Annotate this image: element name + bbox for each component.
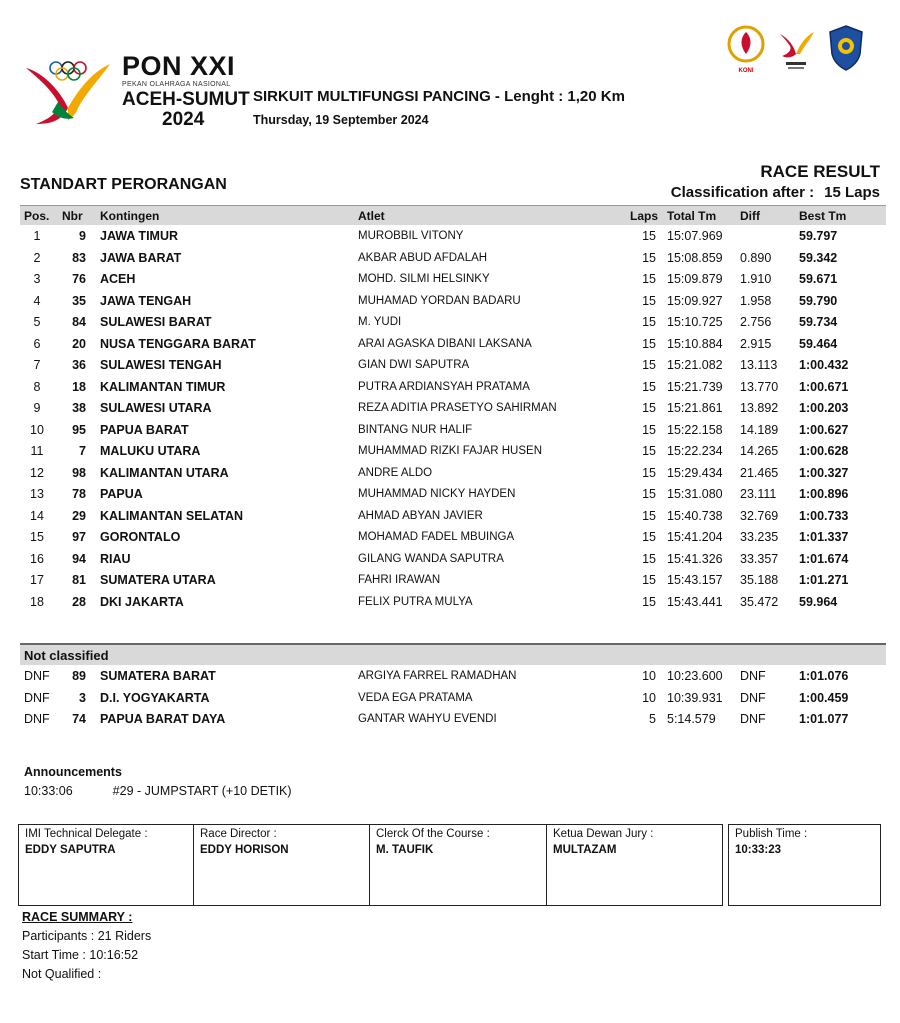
row-atlet: MOHD. SILMI HELSINKY — [358, 273, 490, 285]
row-laps: 15 — [642, 315, 656, 329]
row-total-time: 15:40.738 — [667, 508, 723, 523]
row-diff: 35.188 — [740, 573, 779, 587]
table-row — [20, 355, 886, 376]
sig-technical-delegate — [18, 824, 194, 906]
row-laps: 15 — [642, 530, 656, 544]
row-total-time: 15:10.884 — [667, 336, 723, 351]
row-laps: 15 — [642, 422, 656, 437]
row-diff: 0.890 — [740, 250, 772, 265]
summary-participants: Participants : 21 Riders — [22, 929, 152, 943]
event-info — [253, 88, 625, 127]
row-kontingen: MALUKU UTARA — [100, 444, 201, 458]
row-atlet: ANDRE ALDO — [358, 466, 433, 479]
row-best-time: 1:00.327 — [799, 465, 849, 480]
row-diff: DNF — [740, 712, 766, 726]
announcements — [24, 765, 292, 798]
row-diff: DNF — [740, 690, 766, 705]
row-diff: 23.111 — [740, 487, 777, 501]
row-nbr: 9 — [79, 229, 86, 243]
row-diff: 35.472 — [740, 594, 779, 609]
table-row — [20, 248, 886, 269]
row-nbr: 35 — [72, 293, 86, 308]
table-row — [20, 463, 886, 484]
row-nbr: 95 — [72, 422, 86, 437]
col-pos: Pos. — [24, 209, 50, 223]
row-total-time: 15:09.927 — [667, 293, 723, 308]
row-nbr: 74 — [72, 712, 86, 726]
row-diff: 2.756 — [740, 315, 772, 329]
row-kontingen: KALIMANTAN SELATAN — [100, 508, 244, 523]
row-nbr: 20 — [72, 336, 86, 351]
event-date: Thursday, 19 September 2024 — [253, 113, 429, 127]
row-best-time: 1:00.733 — [799, 508, 849, 523]
row-best-time: 59.464 — [799, 336, 838, 351]
row-pos: 14 — [30, 508, 44, 523]
row-laps: 5 — [649, 712, 656, 726]
row-best-time: 59.671 — [799, 272, 838, 286]
row-pos: 9 — [33, 401, 41, 415]
row-atlet: MUHAMMAD RIZKI FAJAR HUSEN — [358, 445, 543, 457]
row-atlet: MUHAMAD YORDAN BADARU — [358, 294, 521, 307]
row-total-time: 5:14.579 — [667, 712, 716, 726]
row-atlet: VEDA EGA PRATAMA — [358, 691, 473, 704]
row-nbr: 81 — [72, 573, 86, 587]
row-pos: 4 — [33, 293, 41, 308]
row-nbr: 18 — [72, 379, 86, 394]
pon-mini-logo-icon — [776, 24, 816, 74]
sig-label: Clerck Of the Course : — [376, 828, 490, 840]
row-kontingen: JAWA TENGAH — [100, 293, 192, 308]
row-kontingen: SULAWESI UTARA — [100, 401, 212, 415]
row-pos: 7 — [33, 358, 41, 372]
row-laps: 15 — [642, 508, 656, 523]
race-result-heading — [661, 162, 880, 201]
table-row — [20, 377, 886, 398]
row-kontingen: RIAU — [100, 551, 131, 566]
row-atlet: ARAI AGASKA DIBANI LAKSANA — [358, 337, 532, 350]
row-nbr: 78 — [72, 487, 86, 501]
row-atlet: FELIX PUTRA MULYA — [358, 595, 473, 608]
row-kontingen: JAWA TIMUR — [100, 229, 179, 243]
col-laps: Laps — [630, 209, 659, 223]
row-pos: 5 — [33, 315, 41, 329]
row-nbr: 36 — [72, 358, 86, 372]
event-title: SIRKUIT MULTIFUNGSI PANCING - Lenght : 1,20 Km — [253, 88, 625, 105]
row-kontingen: KALIMANTAN UTARA — [100, 465, 229, 480]
brand-title: PON XXI — [122, 51, 236, 81]
koni-label: KONI — [738, 68, 754, 74]
row-pos: DNF — [24, 669, 50, 683]
row-total-time: 15:21.082 — [667, 358, 723, 372]
table-row — [20, 291, 886, 312]
row-nbr: 76 — [72, 272, 86, 286]
row-kontingen: KALIMANTAN TIMUR — [100, 379, 226, 394]
row-atlet: GILANG WANDA SAPUTRA — [358, 552, 504, 565]
row-total-time: 15:09.879 — [667, 272, 723, 286]
table-row — [20, 484, 886, 505]
row-nbr: 89 — [72, 669, 86, 683]
table-row — [20, 226, 886, 247]
row-best-time: 1:00.628 — [799, 444, 849, 458]
row-laps: 15 — [642, 229, 656, 243]
table-row — [20, 592, 886, 613]
announcement-text: #29 - JUMPSTART (+10 DETIK) — [112, 784, 292, 798]
row-diff: 13.892 — [740, 401, 779, 415]
row-diff: 33.357 — [740, 551, 779, 566]
row-best-time: 1:01.271 — [799, 573, 849, 587]
row-atlet: MUROBBIL VITONY — [358, 230, 464, 242]
sig-publish-time — [728, 824, 881, 906]
row-total-time: 15:41.326 — [667, 551, 723, 566]
row-best-time: 1:00.896 — [799, 487, 849, 501]
table-row — [20, 570, 886, 591]
row-total-time: 15:29.434 — [667, 465, 723, 480]
row-best-time: 1:01.337 — [799, 530, 849, 544]
row-laps: 15 — [642, 573, 656, 587]
row-total-time: 10:39.931 — [667, 690, 723, 705]
koni-badge — [726, 24, 766, 74]
table-row — [20, 506, 886, 527]
row-atlet: M. YUDI — [358, 316, 402, 328]
col-total: Total Tm — [667, 209, 717, 223]
brand-year: 2024 — [162, 109, 205, 130]
table-row — [20, 334, 886, 355]
row-atlet: AKBAR ABUD AFDALAH — [358, 251, 488, 264]
koni-emblem-icon — [726, 24, 766, 66]
row-atlet: MOHAMAD FADEL MBUINGA — [358, 531, 515, 543]
row-pos: DNF — [24, 712, 50, 726]
sponsor-badges — [726, 24, 866, 74]
col-atlet: Atlet — [358, 209, 385, 223]
sig-label: Race Director : — [200, 828, 277, 840]
row-total-time: 10:23.600 — [667, 669, 723, 683]
table-row — [20, 420, 886, 441]
row-diff: 13.770 — [740, 379, 779, 394]
row-best-time: 1:01.076 — [799, 669, 849, 683]
row-kontingen: SULAWESI TENGAH — [100, 358, 222, 372]
row-nbr: 84 — [72, 315, 86, 329]
row-diff: 1.910 — [740, 272, 772, 286]
row-diff: 2.915 — [740, 336, 772, 351]
row-diff: 14.189 — [740, 422, 779, 437]
announcement-time: 10:33:06 — [24, 784, 73, 798]
row-laps: 15 — [642, 272, 656, 286]
table-row — [20, 709, 886, 730]
table-row — [20, 269, 886, 290]
shield-badge — [826, 24, 866, 74]
row-atlet: ARGIYA FARREL RAMADHAN — [358, 670, 517, 682]
row-laps: 15 — [642, 487, 656, 501]
sig-value: EDDY SAPUTRA — [25, 844, 116, 856]
pon-mini-badge — [776, 24, 816, 74]
row-total-time: 15:31.080 — [667, 487, 723, 501]
row-total-time: 15:21.861 — [667, 401, 723, 415]
row-nbr: 98 — [72, 465, 86, 480]
row-atlet: PUTRA ARDIANSYAH PRATAMA — [358, 380, 530, 393]
category-title: STANDART PERORANGAN — [20, 176, 227, 193]
row-best-time: 1:00.459 — [799, 690, 849, 705]
row-laps: 15 — [642, 401, 656, 415]
sig-label: Ketua Dewan Jury : — [553, 828, 654, 840]
row-kontingen: PAPUA — [100, 487, 143, 501]
brand-region: ACEH-SUMUT — [122, 89, 250, 110]
table-row — [20, 398, 886, 419]
row-atlet: GANTAR WAHYU EVENDI — [358, 713, 497, 725]
row-total-time: 15:22.234 — [667, 444, 723, 458]
row-diff: 33.235 — [740, 530, 779, 544]
row-best-time: 59.790 — [799, 293, 838, 308]
row-diff: 13.113 — [740, 358, 778, 372]
row-total-time: 15:41.204 — [667, 530, 723, 544]
row-best-time: 59.797 — [799, 229, 838, 243]
summary-title: RACE SUMMARY : — [22, 910, 133, 924]
row-best-time: 1:01.077 — [799, 712, 849, 726]
row-laps: 15 — [642, 250, 656, 265]
col-best: Best Tm — [799, 209, 847, 223]
row-pos: 10 — [30, 422, 44, 437]
row-laps: 15 — [642, 465, 656, 480]
race-result-title: RACE RESULT — [760, 162, 880, 181]
summary-not-qualified: Not Qualified : — [22, 967, 102, 981]
row-pos: 15 — [30, 530, 44, 544]
row-pos: 16 — [30, 551, 44, 566]
row-nbr: 97 — [72, 530, 86, 544]
row-total-time: 15:07.969 — [667, 229, 723, 243]
row-best-time: 1:01.674 — [799, 551, 849, 566]
table-row — [20, 312, 886, 333]
row-diff: 32.769 — [740, 508, 779, 523]
classification-laps: 15 Laps — [824, 184, 880, 201]
row-nbr: 94 — [72, 551, 86, 566]
sig-label: Publish Time : — [735, 828, 808, 840]
row-kontingen: PAPUA BARAT DAYA — [100, 712, 226, 726]
row-laps: 15 — [642, 293, 656, 308]
row-kontingen: JAWA BARAT — [100, 250, 182, 265]
results-table-header — [20, 205, 886, 225]
sig-label: IMI Technical Delegate : — [25, 828, 148, 840]
row-laps: 15 — [642, 379, 656, 394]
col-diff: Diff — [740, 209, 760, 223]
sig-race-director — [193, 824, 370, 906]
summary-start-time: Start Time : 10:16:52 — [22, 948, 139, 962]
row-kontingen: SUMATERA UTARA — [100, 573, 216, 587]
row-pos: 12 — [30, 465, 44, 480]
row-atlet: FAHRI IRAWAN — [358, 574, 441, 586]
row-total-time: 15:08.859 — [667, 250, 723, 265]
row-atlet: BINTANG NUR HALIF — [358, 423, 473, 436]
row-diff: 1.958 — [740, 293, 772, 308]
row-total-time: 15:43.157 — [667, 573, 723, 587]
row-laps: 15 — [642, 358, 656, 372]
row-nbr: 83 — [72, 250, 86, 265]
row-atlet: GIAN DWI SAPUTRA — [358, 359, 470, 371]
row-total-time: 15:21.739 — [667, 379, 723, 394]
announcement-item — [24, 784, 292, 798]
row-pos: 18 — [30, 594, 44, 609]
row-laps: 15 — [642, 551, 656, 566]
row-best-time: 1:00.627 — [799, 422, 849, 437]
row-diff: 21.465 — [740, 465, 779, 480]
row-atlet: REZA ADITIA PRASETYO SAHIRMAN — [358, 402, 557, 414]
row-pos: 17 — [30, 573, 44, 587]
sig-value: M. TAUFIK — [376, 844, 434, 856]
classification-label: Classification after : — [670, 184, 815, 201]
row-nbr: 38 — [72, 401, 86, 415]
pon-logo-icon — [22, 50, 114, 128]
classification-line — [661, 184, 880, 201]
table-row — [20, 688, 886, 709]
row-best-time: 59.342 — [799, 250, 838, 265]
sig-value: MULTAZAM — [553, 844, 617, 856]
row-pos: 13 — [30, 487, 44, 501]
row-total-time: 15:22.158 — [667, 422, 723, 437]
row-kontingen: D.I. YOGYAKARTA — [100, 690, 210, 705]
row-total-time: 15:43.441 — [667, 594, 723, 609]
row-diff: DNF — [740, 669, 766, 683]
row-atlet: MUHAMMAD NICKY HAYDEN — [358, 488, 516, 500]
row-kontingen: ACEH — [100, 272, 136, 286]
brand-block — [122, 52, 250, 130]
row-pos: 6 — [33, 336, 41, 351]
row-laps: 15 — [642, 444, 656, 458]
row-laps: 10 — [642, 690, 656, 705]
row-total-time: 15:10.725 — [667, 315, 723, 329]
row-atlet: AHMAD ABYAN JAVIER — [358, 509, 483, 522]
sig-jury-chair — [546, 824, 723, 906]
row-best-time: 1:00.671 — [799, 379, 849, 394]
sig-clerk-of-course — [369, 824, 547, 906]
row-kontingen: SUMATERA BARAT — [100, 669, 216, 683]
row-nbr: 29 — [72, 508, 86, 523]
row-pos: 1 — [33, 229, 41, 243]
row-laps: 15 — [642, 594, 656, 609]
row-best-time: 1:00.432 — [799, 358, 849, 372]
table-row — [20, 527, 886, 548]
row-best-time: 1:00.203 — [799, 401, 849, 415]
race-summary — [22, 908, 151, 984]
row-kontingen: NUSA TENGGARA BARAT — [100, 336, 256, 351]
not-classified-header: Not classified — [20, 643, 886, 665]
row-best-time: 59.734 — [799, 315, 838, 329]
col-nbr: Nbr — [62, 209, 83, 223]
row-nbr: 3 — [79, 690, 86, 705]
row-pos: 2 — [33, 250, 41, 265]
brand-subtitle: PEKAN OLAHRAGA NASIONAL — [122, 81, 231, 88]
row-kontingen: GORONTALO — [100, 530, 181, 544]
row-kontingen: PAPUA BARAT — [100, 422, 189, 437]
row-kontingen: SULAWESI BARAT — [100, 315, 212, 329]
announcements-title: Announcements — [24, 765, 122, 779]
document-header — [0, 0, 900, 150]
sig-value: EDDY HORISON — [200, 844, 289, 856]
row-laps: 15 — [642, 336, 656, 351]
row-nbr: 28 — [72, 594, 86, 609]
row-kontingen: DKI JAKARTA — [100, 594, 184, 609]
row-pos: 11 — [30, 444, 44, 458]
table-row — [20, 666, 886, 687]
table-row — [20, 549, 886, 570]
sig-value: 10:33:23 — [735, 844, 782, 856]
row-laps: 10 — [642, 669, 656, 683]
row-pos: 8 — [33, 379, 41, 394]
row-nbr: 7 — [79, 444, 86, 458]
shield-emblem-icon — [826, 24, 866, 72]
row-pos: 3 — [33, 272, 41, 286]
row-best-time: 59.964 — [799, 594, 838, 609]
row-pos: DNF — [24, 690, 50, 705]
table-row — [20, 441, 886, 462]
row-diff: 14.265 — [740, 444, 779, 458]
col-kontingen: Kontingen — [100, 209, 160, 223]
